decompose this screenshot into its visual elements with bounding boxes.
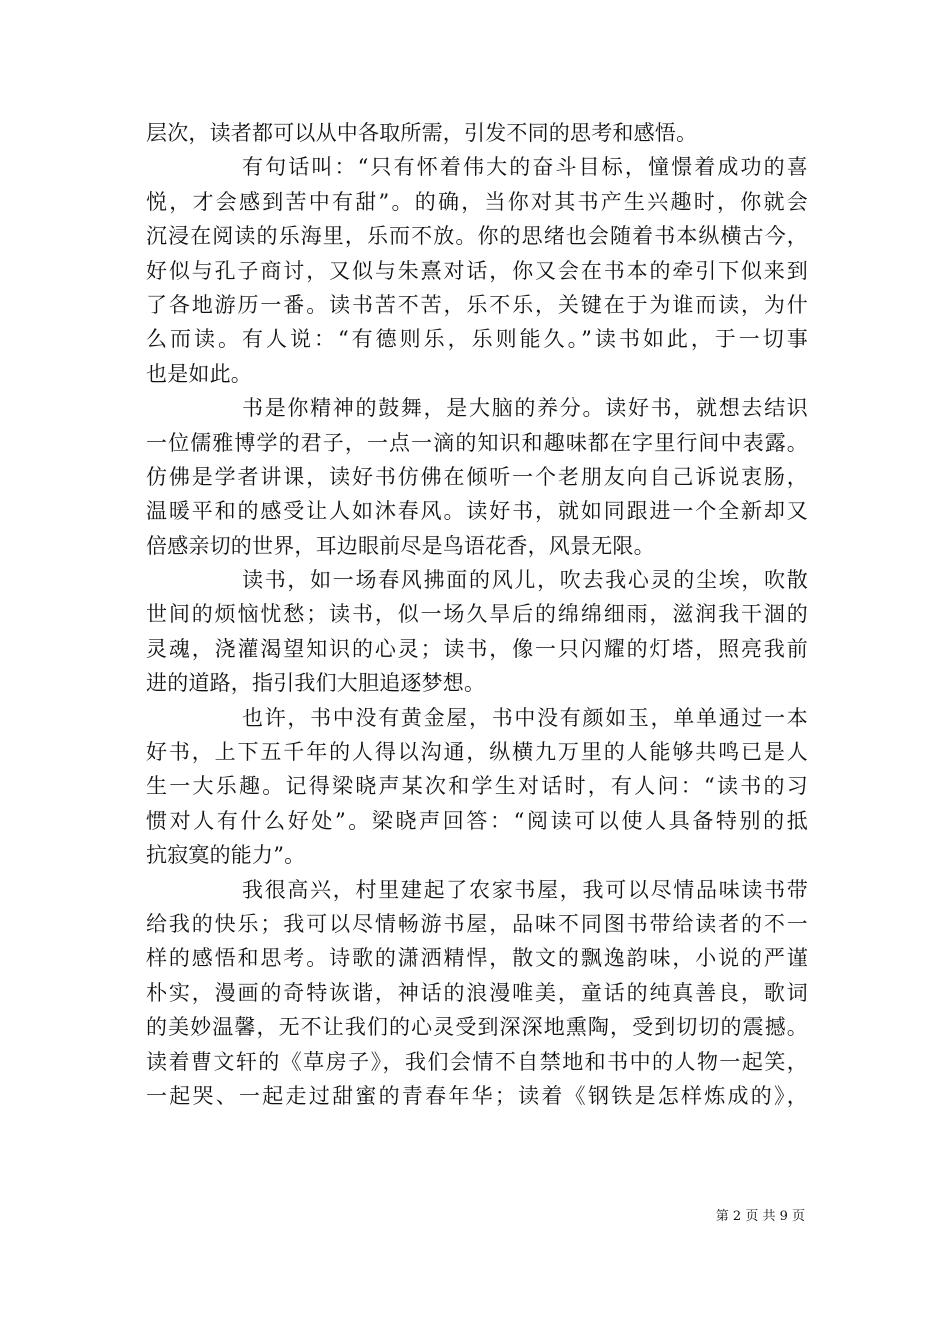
text-line: 灵魂，浇灌渴望知识的心灵；读书，像一只闪耀的灯塔，照亮我前 [146, 636, 808, 661]
paragraph [146, 150, 808, 391]
text-line: 好书，上下五千年的人得以沟通，纵横九万里的人能够共鸣已是人 [146, 740, 808, 765]
text-line: 进的道路，指引我们大胆追逐梦想。 [146, 671, 486, 696]
text-line: 读书，如一场春风拂面的风儿，吹去我心灵的尘埃，吹散 [242, 568, 808, 593]
text-line: 一起哭、一起走过甜蜜的青春年华；读着《钢铁是怎样炼成的》， [146, 1083, 808, 1108]
text-line: 温暖平和的感受让人如沐春风。读好书，就如同跟进一个全新却又 [146, 499, 808, 524]
text-line: 书是你精神的鼓舞，是大脑的养分。读好书，就想去结识 [242, 396, 808, 421]
text-line: 一位儒雅博学的君子，一点一滴的知识和趣味都在字里行间中表露。 [146, 430, 808, 455]
text-line: 给我的快乐；我可以尽情畅游书屋，品味不同图书带给读者的不一 [146, 911, 808, 936]
text-line: 仿佛是学者讲课，读好书仿佛在倾听一个老朋友向自己诉说衷肠， [146, 464, 808, 489]
paragraph [146, 701, 808, 873]
text-line: 的美妙温馨，无不让我们的心灵受到深深地熏陶，受到切切的震撼。 [146, 1015, 808, 1040]
text-line: 倍感亲切的世界，耳边眼前尽是鸟语花香，风景无限。 [146, 533, 655, 558]
text-line: 世间的烦恼忧愁；读书，似一场久旱后的绵绵细雨，滋润我干涸的 [146, 602, 808, 627]
paragraph [146, 873, 808, 1114]
text-line: 读着曹文轩的《草房子》，我们会情不自禁地和书中的人物一起笑， [146, 1049, 808, 1074]
document-body [146, 116, 808, 1113]
text-line: 抗寂寞的能力”。 [146, 843, 306, 868]
paragraph [146, 563, 808, 701]
text-line: 我很高兴，村里建起了农家书屋，我可以尽情品味读书带 [242, 877, 808, 902]
text-line: 么而读。有人说：“有德则乐，乐则能久。”读书如此，于一切事 [146, 327, 808, 352]
text-line: 也许，书中没有黄金屋，书中没有颜如玉，单单通过一本 [242, 705, 808, 730]
page-number-footer: 第 2 页 共 9 页 [715, 1209, 805, 1224]
text-line: 生一大乐趣。记得梁晓声某次和学生对话时，有人问：“读书的习 [146, 774, 808, 799]
text-line: 悦，才会感到苦中有甜”。的确，当你对其书产生兴趣时，你就会 [146, 189, 808, 214]
paragraph [146, 116, 808, 150]
paragraph [146, 391, 808, 563]
text-line: 朴实，漫画的奇特诙谐，神话的浪漫唯美，童话的纯真善良，歌词 [146, 980, 808, 1005]
text-line: 有句话叫：“只有怀着伟大的奋斗目标，憧憬着成功的喜 [242, 155, 808, 180]
text-line: 沉浸在阅读的乐海里，乐而不放。你的思绪也会随着书本纵横古今， [146, 224, 808, 249]
text-line: 惯对人有什么好处”。梁晓声回答：“阅读可以使人具备特别的抵 [146, 808, 808, 833]
text-line: 了各地游历一番。读书苦不苦，乐不乐，关键在于为谁而读，为什 [146, 292, 808, 317]
text-line: 样的感悟和思考。诗歌的潇洒精悍，散文的飘逸韵味，小说的严谨 [146, 946, 808, 971]
text-line: 好似与孔子商讨，又似与朱熹对话，你又会在书本的牵引下似来到 [146, 258, 808, 283]
text-line: 层次，读者都可以从中各取所需，引发不同的思考和感悟。 [146, 121, 698, 145]
text-line: 也是如此。 [146, 361, 252, 386]
